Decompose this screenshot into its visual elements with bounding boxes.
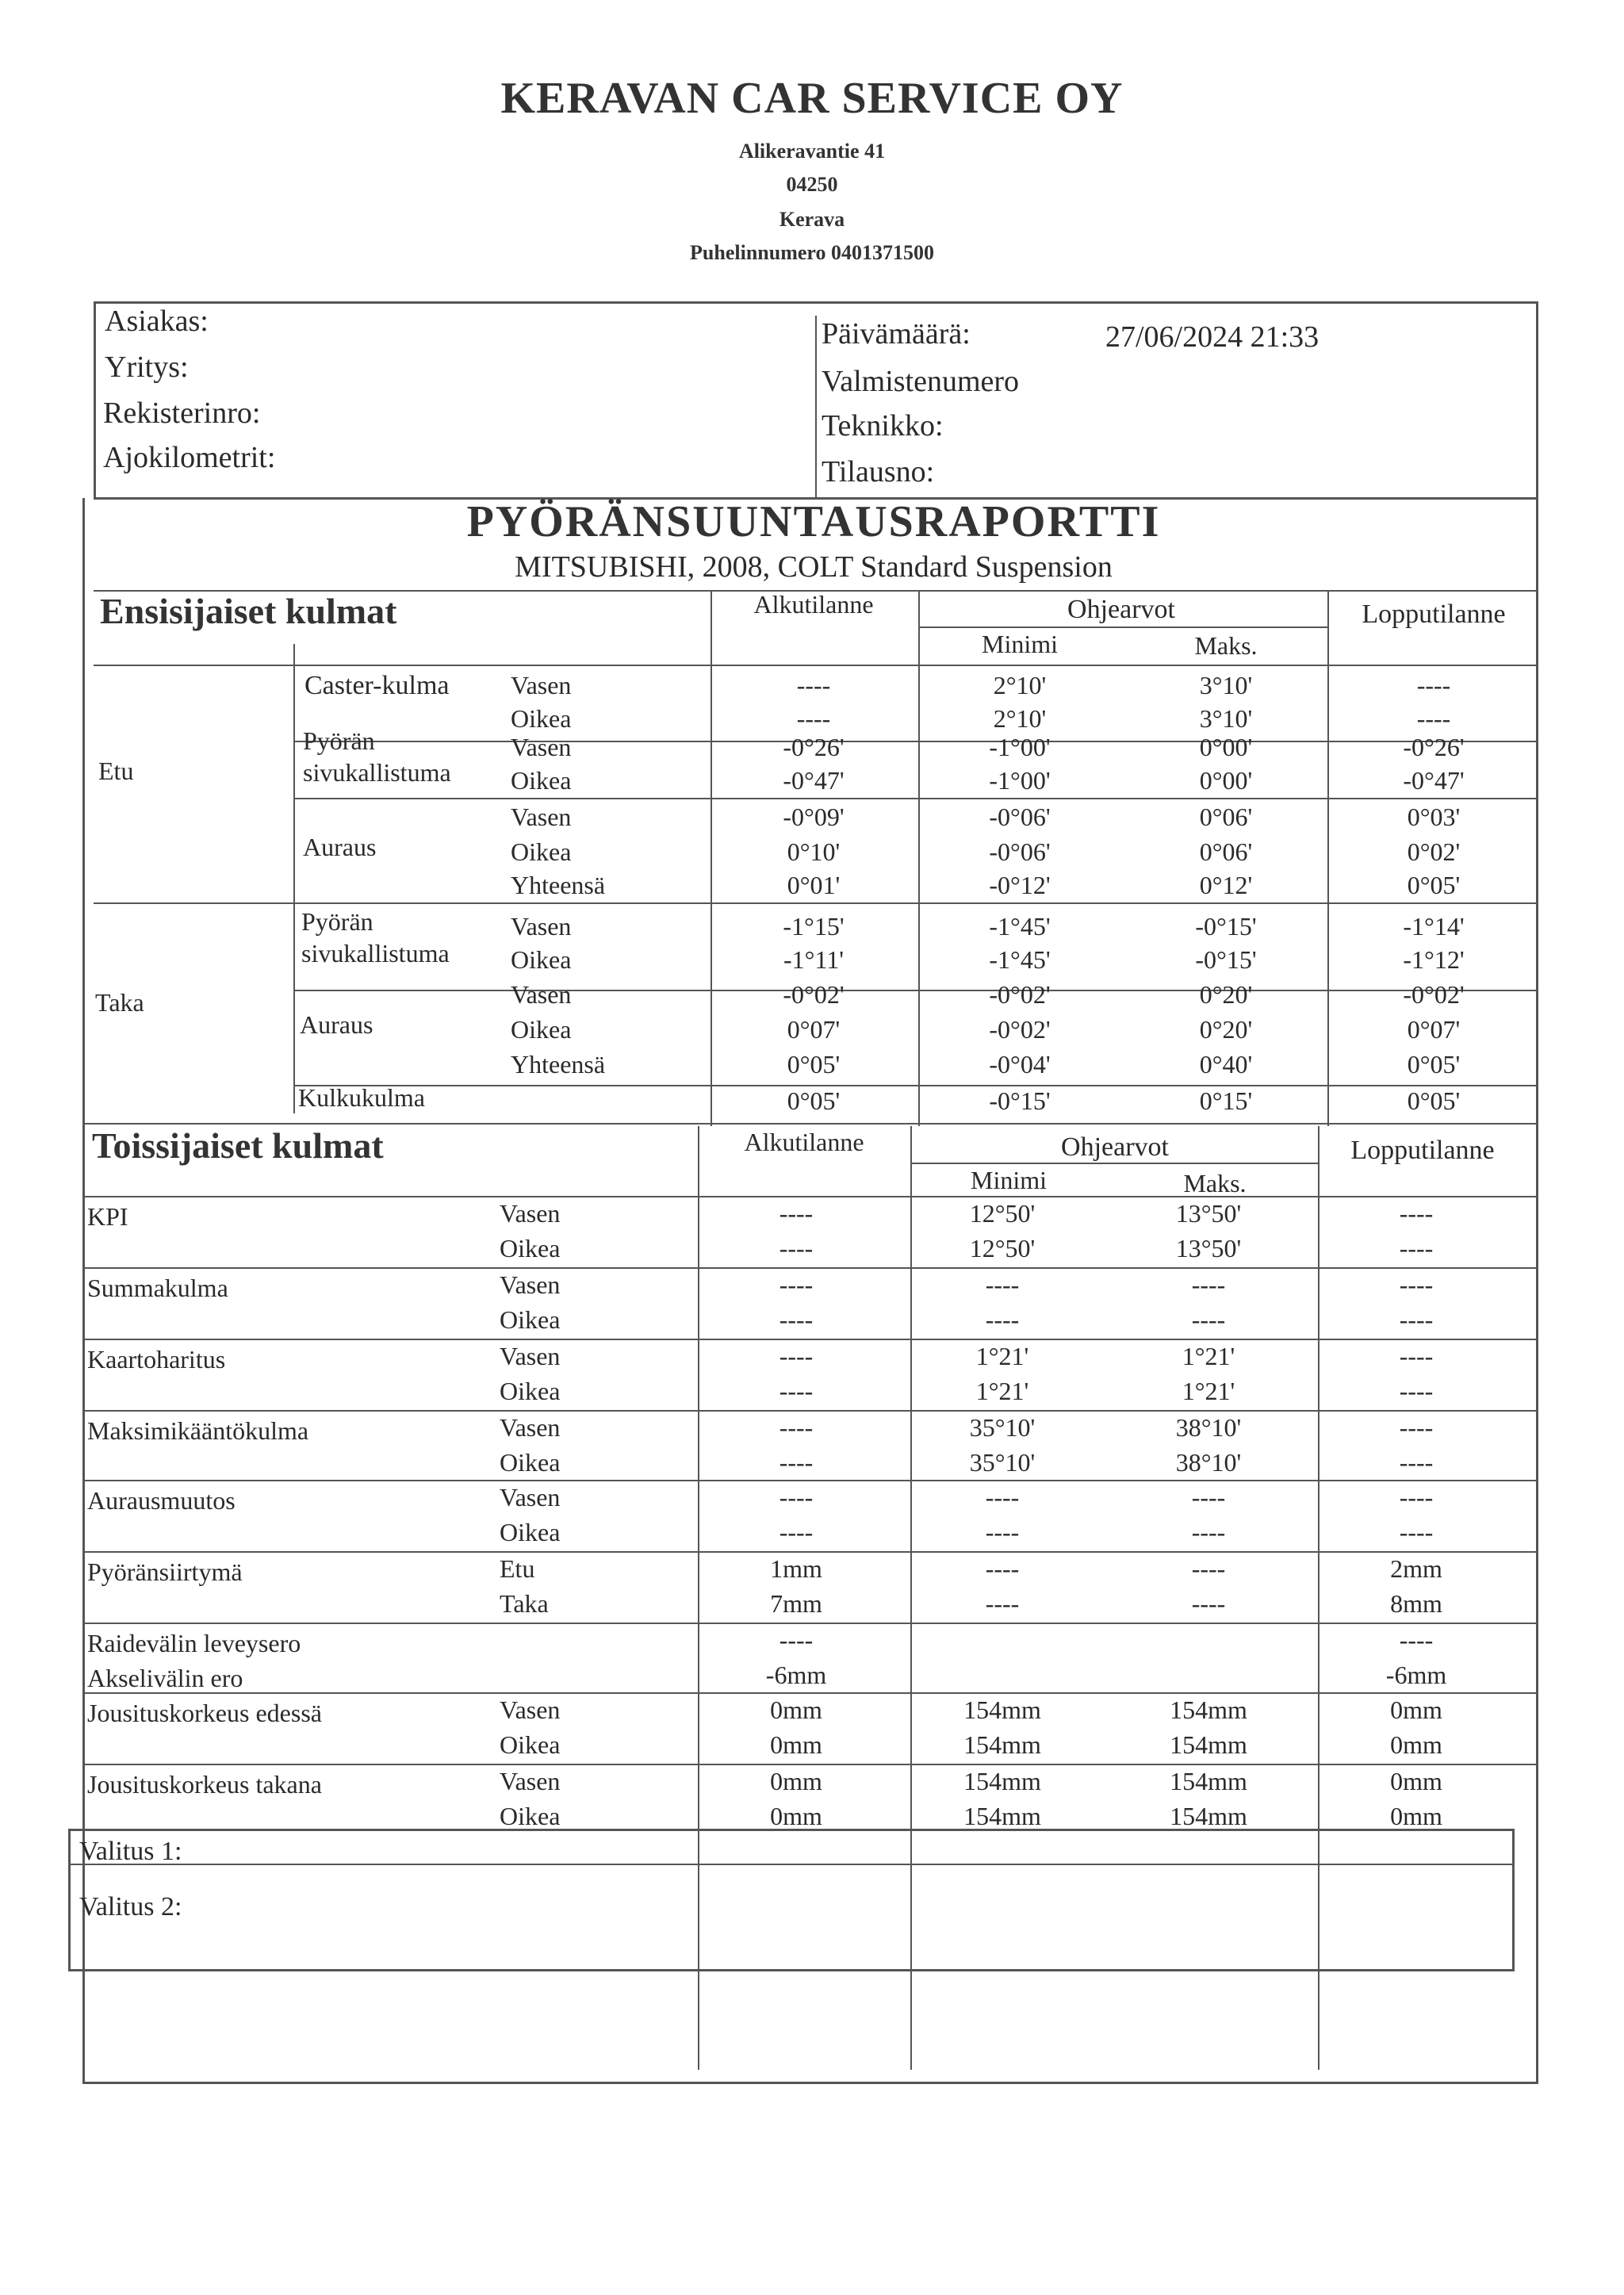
secondary-row-loppu: 0mm xyxy=(1390,1802,1442,1830)
secondary-row-min: 154mm xyxy=(963,1695,1041,1724)
secondary-row-maks: 38°10' xyxy=(1175,1448,1242,1477)
primary-row-alku: -0°26' xyxy=(783,733,845,761)
secondary-group-label: Kaartoharitus xyxy=(87,1345,226,1374)
primary-col-ohje: Ohjearvot xyxy=(1067,595,1175,624)
primary-row-loppu: -1°14' xyxy=(1403,912,1465,941)
primary-row-alku: 0°10' xyxy=(787,837,841,866)
vehicle-info: MITSUBISHI, 2008, COLT Standard Suspension xyxy=(515,550,1113,584)
secondary-row-side: Taka xyxy=(500,1589,549,1618)
primary-row-side: Vasen xyxy=(511,912,572,941)
primary-row-min: -0°06' xyxy=(989,837,1051,866)
secondary-row-loppu: 0mm xyxy=(1390,1730,1442,1759)
primary-row-min: -1°45' xyxy=(989,912,1051,941)
primary-header-bottom xyxy=(94,665,1538,666)
company-city: Kerava xyxy=(779,208,845,231)
label-valmistenumero: Valmistenumero xyxy=(822,365,1020,398)
secondary-group-label: Jousituskorkeus takana xyxy=(87,1770,322,1799)
secondary-row-side: Oikea xyxy=(500,1234,561,1262)
col-divider-alku xyxy=(710,590,712,1126)
primary-heading: Ensisijaiset kulmat xyxy=(100,591,397,631)
secondary-row-min: ---- xyxy=(985,1554,1020,1583)
secondary-row-maks: 154mm xyxy=(1170,1695,1247,1724)
primary-row-alku: 0°05' xyxy=(787,1050,841,1079)
secondary-row-loppu: ---- xyxy=(1399,1305,1434,1334)
secondary-row-side: Oikea xyxy=(500,1802,561,1830)
label-camber-a: Pyörän xyxy=(303,726,375,755)
secondary-group-label: Summakulma xyxy=(87,1274,228,1302)
label-yritys: Yritys: xyxy=(105,351,189,384)
secondary-row-loppu: 0mm xyxy=(1390,1767,1442,1795)
col-divider-loppu xyxy=(1327,590,1329,1126)
primary-row-loppu: 0°05' xyxy=(1407,871,1461,899)
secondary-row-alku: ---- xyxy=(779,1305,814,1334)
primary-row-loppu: ---- xyxy=(1416,704,1451,733)
secondary-row-side: Vasen xyxy=(500,1342,561,1370)
secondary-row-min: ---- xyxy=(985,1483,1020,1511)
primary-row-min: -1°00' xyxy=(989,766,1051,795)
primary-row-alku: -0°47' xyxy=(783,766,845,795)
secondary-row-min: 154mm xyxy=(963,1767,1041,1795)
secondary-row-alku: 1mm xyxy=(770,1554,822,1583)
secondary-ohje-divider xyxy=(910,1163,1318,1164)
secondary-row-alku: ---- xyxy=(779,1199,814,1228)
sep-taka-camber xyxy=(293,990,1538,991)
secondary-row-loppu: ---- xyxy=(1399,1234,1434,1262)
label-camber2-b: sivukallistuma xyxy=(301,939,450,967)
secondary-row-loppu: ---- xyxy=(1399,1270,1434,1299)
primary-row-maks: 0°06' xyxy=(1199,837,1253,866)
secondary-row-side: Oikea xyxy=(500,1448,561,1477)
primary-row-loppu: ---- xyxy=(1416,671,1451,699)
secondary-row-side: Vasen xyxy=(500,1199,561,1228)
secondary-group-label: Aurausmuutos xyxy=(87,1486,236,1515)
secondary-group-label-2: Akselivälin ero xyxy=(87,1664,243,1692)
primary-row-alku: ---- xyxy=(796,704,831,733)
sep-camber xyxy=(293,798,1538,799)
label-valitus-1: Valitus 1: xyxy=(79,1837,182,1866)
secondary-group-separator xyxy=(82,1196,1538,1197)
secondary-col-loppu: Lopputilanne xyxy=(1350,1136,1495,1165)
primary-row-maks: -0°15' xyxy=(1195,945,1257,974)
group-taka: Taka xyxy=(95,988,144,1017)
secondary-row-maks: 38°10' xyxy=(1175,1413,1242,1442)
secondary-col-maks: Maks. xyxy=(1183,1169,1247,1197)
label-caster: Caster-kulma xyxy=(304,671,450,700)
notes-box xyxy=(68,1829,1515,1971)
primary-row-alku: -0°02' xyxy=(783,980,845,1009)
secondary-row-min: 154mm xyxy=(963,1802,1041,1830)
secondary-row-loppu: ---- xyxy=(1399,1626,1434,1654)
secondary-group-label: Raidevälin leveysero xyxy=(87,1629,301,1657)
secondary-row-alku: ---- xyxy=(779,1413,814,1442)
primary-row-side: Yhteensä xyxy=(511,1050,606,1079)
secondary-group-label: Maksimikääntökulma xyxy=(87,1416,309,1445)
secondary-group-label: Jousituskorkeus edessä xyxy=(87,1699,322,1727)
label-ajokilometrit: Ajokilometrit: xyxy=(103,441,276,474)
primary-row-maks: 0°00' xyxy=(1199,766,1253,795)
secondary-group-separator xyxy=(82,1623,1538,1624)
secondary-row-maks: 154mm xyxy=(1170,1802,1247,1830)
primary-row-maks: 3°10' xyxy=(1199,671,1253,699)
secondary-row-alku: 0mm xyxy=(770,1767,822,1795)
secondary-row-maks: ---- xyxy=(1191,1518,1226,1546)
primary-col-maks: Maks. xyxy=(1194,631,1258,660)
secondary-row-alku: ---- xyxy=(779,1483,814,1511)
label-rekisterinro: Rekisterinro: xyxy=(103,397,261,430)
label-asiakas: Asiakas: xyxy=(105,305,209,338)
primary-row-maks: 0°00' xyxy=(1199,733,1253,761)
secondary-row-alku: 0mm xyxy=(770,1730,822,1759)
secondary-row-alku: 7mm xyxy=(770,1589,822,1618)
secondary-row-side: Oikea xyxy=(500,1305,561,1334)
label-paivamaara: Päivämäärä: xyxy=(822,317,971,351)
company-phone: Puhelinnumero 0401371500 xyxy=(690,241,934,264)
primary-row-alku: 0°05' xyxy=(787,1086,841,1115)
secondary-row-side: Oikea xyxy=(500,1730,561,1759)
primary-row-side: Oikea xyxy=(511,704,572,733)
primary-row-maks: 3°10' xyxy=(1199,704,1253,733)
secondary-row-maks: ---- xyxy=(1191,1270,1226,1299)
secondary-row-loppu: ---- xyxy=(1399,1483,1434,1511)
primary-row-side: Vasen xyxy=(511,733,572,761)
sep-etu-taka xyxy=(94,902,1538,904)
primary-row-side: Oikea xyxy=(511,837,572,866)
label-toe: Auraus xyxy=(303,833,377,861)
primary-row-min: -0°02' xyxy=(989,1015,1051,1044)
secondary-row-alku: ---- xyxy=(779,1626,814,1654)
date-value: 27/06/2024 21:33 xyxy=(1105,320,1320,354)
secondary-row-min: ---- xyxy=(985,1270,1020,1299)
secondary-group-separator xyxy=(82,1267,1538,1269)
primary-row-maks: 0°12' xyxy=(1199,871,1253,899)
label-thrust: Kulkukulma xyxy=(298,1083,425,1112)
group-etu: Etu xyxy=(98,757,134,785)
secondary-row-maks: 13°50' xyxy=(1175,1234,1242,1262)
secondary-heading: Toissijaiset kulmat xyxy=(92,1125,384,1166)
secondary-row-min: ---- xyxy=(985,1589,1020,1618)
secondary-row-alku: -6mm xyxy=(765,1661,827,1689)
secondary-group-separator xyxy=(82,1339,1538,1340)
primary-row-loppu: -0°26' xyxy=(1403,733,1465,761)
secondary-row-side: Vasen xyxy=(500,1270,561,1299)
primary-row-side: Yhteensä xyxy=(511,871,606,899)
secondary-row-min: 12°50' xyxy=(969,1199,1036,1228)
secondary-group-separator xyxy=(82,1410,1538,1412)
primary-row-min: -0°02' xyxy=(989,980,1051,1009)
secondary-row-maks: 1°21' xyxy=(1182,1377,1235,1405)
secondary-row-loppu: -6mm xyxy=(1385,1661,1447,1689)
primary-bottom xyxy=(82,1123,1538,1125)
primary-row-side: Vasen xyxy=(511,803,572,831)
secondary-row-alku: ---- xyxy=(779,1518,814,1546)
secondary-row-alku: ---- xyxy=(779,1377,814,1405)
primary-row-maks: 0°20' xyxy=(1199,980,1253,1009)
company-street: Alikeravantie 41 xyxy=(738,140,886,163)
secondary-group-label: Pyöränsiirtymä xyxy=(87,1557,243,1586)
primary-row-loppu: 0°02' xyxy=(1407,837,1461,866)
secondary-row-min: 35°10' xyxy=(969,1448,1036,1477)
primary-row-alku: -1°11' xyxy=(783,945,845,974)
secondary-row-side: Oikea xyxy=(500,1377,561,1405)
primary-col-alku: Alkutilanne xyxy=(753,590,874,619)
primary-row-side: Oikea xyxy=(511,766,572,795)
primary-row-min: -0°04' xyxy=(989,1050,1051,1079)
primary-row-loppu: 0°05' xyxy=(1407,1086,1461,1115)
secondary-row-maks: 1°21' xyxy=(1182,1342,1235,1370)
primary-ohje-divider xyxy=(918,626,1327,628)
secondary-row-side: Vasen xyxy=(500,1767,561,1795)
secondary-row-alku: 0mm xyxy=(770,1802,822,1830)
col-divider-group xyxy=(293,644,295,1113)
primary-row-min: -1°00' xyxy=(989,733,1051,761)
secondary-row-side: Vasen xyxy=(500,1483,561,1511)
primary-row-side: Oikea xyxy=(511,945,572,974)
secondary-col-min: Minimi xyxy=(970,1166,1048,1194)
secondary-group-separator xyxy=(82,1551,1538,1553)
secondary-row-alku: ---- xyxy=(779,1342,814,1370)
secondary-group-separator xyxy=(82,1480,1538,1481)
label-tilausno: Tilausno: xyxy=(822,455,935,489)
secondary-row-maks: 13°50' xyxy=(1175,1199,1242,1228)
secondary-row-min: 1°21' xyxy=(975,1342,1029,1370)
company-postcode: 04250 xyxy=(786,173,838,196)
customer-box-divider xyxy=(815,316,817,500)
secondary-row-maks: ---- xyxy=(1191,1305,1226,1334)
primary-row-side: Oikea xyxy=(511,1015,572,1044)
secondary-row-side: Oikea xyxy=(500,1518,561,1546)
label-toe2: Auraus xyxy=(300,1010,373,1039)
label-camber-b: sivukallistuma xyxy=(303,758,451,787)
secondary-col-alku: Alkutilanne xyxy=(744,1128,864,1156)
secondary-row-alku: ---- xyxy=(779,1234,814,1262)
primary-row-loppu: 0°05' xyxy=(1407,1050,1461,1079)
secondary-row-maks: 154mm xyxy=(1170,1767,1247,1795)
primary-row-maks: 0°40' xyxy=(1199,1050,1253,1079)
primary-row-min: -1°45' xyxy=(989,945,1051,974)
primary-row-maks: 0°20' xyxy=(1199,1015,1253,1044)
primary-row-alku: ---- xyxy=(796,671,831,699)
secondary-row-loppu: ---- xyxy=(1399,1377,1434,1405)
primary-row-maks: 0°15' xyxy=(1199,1086,1253,1115)
secondary-group-label: KPI xyxy=(87,1202,128,1231)
primary-row-min: -0°15' xyxy=(989,1086,1051,1115)
secondary-row-loppu: 0mm xyxy=(1390,1695,1442,1724)
col-divider-min xyxy=(918,590,920,1126)
secondary-row-alku: ---- xyxy=(779,1270,814,1299)
secondary-row-maks: ---- xyxy=(1191,1589,1226,1618)
label-valitus-2: Valitus 2: xyxy=(79,1892,182,1921)
secondary-group-separator xyxy=(82,1764,1538,1765)
primary-row-loppu: -0°02' xyxy=(1403,980,1465,1009)
primary-row-maks: -0°15' xyxy=(1195,912,1257,941)
secondary-row-side: Vasen xyxy=(500,1695,561,1724)
secondary-row-loppu: ---- xyxy=(1399,1518,1434,1546)
sep-caster xyxy=(293,741,1538,742)
sep-taka-toe xyxy=(293,1085,1538,1086)
secondary-row-min: 35°10' xyxy=(969,1413,1036,1442)
secondary-row-loppu: ---- xyxy=(1399,1448,1434,1477)
secondary-row-loppu: ---- xyxy=(1399,1413,1434,1442)
primary-col-min: Minimi xyxy=(981,630,1059,658)
primary-row-alku: 0°07' xyxy=(787,1015,841,1044)
secondary-row-maks: ---- xyxy=(1191,1483,1226,1511)
report-title: PYÖRÄNSUUNTAUSRAPORTTI xyxy=(466,497,1161,546)
secondary-row-loppu: ---- xyxy=(1399,1342,1434,1370)
secondary-row-side: Etu xyxy=(500,1554,535,1583)
primary-row-side: Vasen xyxy=(511,671,572,699)
primary-row-loppu: 0°03' xyxy=(1407,803,1461,831)
primary-row-loppu: -1°12' xyxy=(1403,945,1465,974)
primary-row-min: 2°10' xyxy=(993,704,1047,733)
secondary-row-min: 1°21' xyxy=(975,1377,1029,1405)
primary-row-min: 2°10' xyxy=(993,671,1047,699)
label-teknikko: Teknikko: xyxy=(822,409,944,443)
secondary-row-alku: ---- xyxy=(779,1448,814,1477)
company-name: KERAVAN CAR SERVICE OY xyxy=(500,74,1124,123)
secondary-row-alku: 0mm xyxy=(770,1695,822,1724)
primary-row-loppu: -0°47' xyxy=(1403,766,1465,795)
primary-col-loppu: Lopputilanne xyxy=(1362,600,1506,629)
notes-divider xyxy=(68,1864,1515,1865)
secondary-row-min: ---- xyxy=(985,1305,1020,1334)
secondary-row-maks: ---- xyxy=(1191,1554,1226,1583)
primary-row-loppu: 0°07' xyxy=(1407,1015,1461,1044)
primary-row-maks: 0°06' xyxy=(1199,803,1253,831)
primary-row-alku: 0°01' xyxy=(787,871,841,899)
primary-row-min: -0°12' xyxy=(989,871,1051,899)
secondary-row-loppu: 8mm xyxy=(1390,1589,1442,1618)
secondary-row-min: ---- xyxy=(985,1518,1020,1546)
secondary-row-min: 154mm xyxy=(963,1730,1041,1759)
primary-row-alku: -0°09' xyxy=(783,803,845,831)
primary-row-side: Vasen xyxy=(511,980,572,1009)
secondary-row-min: 12°50' xyxy=(969,1234,1036,1262)
secondary-row-side: Vasen xyxy=(500,1413,561,1442)
secondary-row-loppu: 2mm xyxy=(1390,1554,1442,1583)
secondary-row-maks: 154mm xyxy=(1170,1730,1247,1759)
label-camber2-a: Pyörän xyxy=(301,907,373,936)
secondary-row-loppu: ---- xyxy=(1399,1199,1434,1228)
secondary-group-separator xyxy=(82,1692,1538,1694)
primary-row-min: -0°06' xyxy=(989,803,1051,831)
primary-row-alku: -1°15' xyxy=(783,912,845,941)
secondary-col-ohje: Ohjearvot xyxy=(1061,1132,1169,1162)
